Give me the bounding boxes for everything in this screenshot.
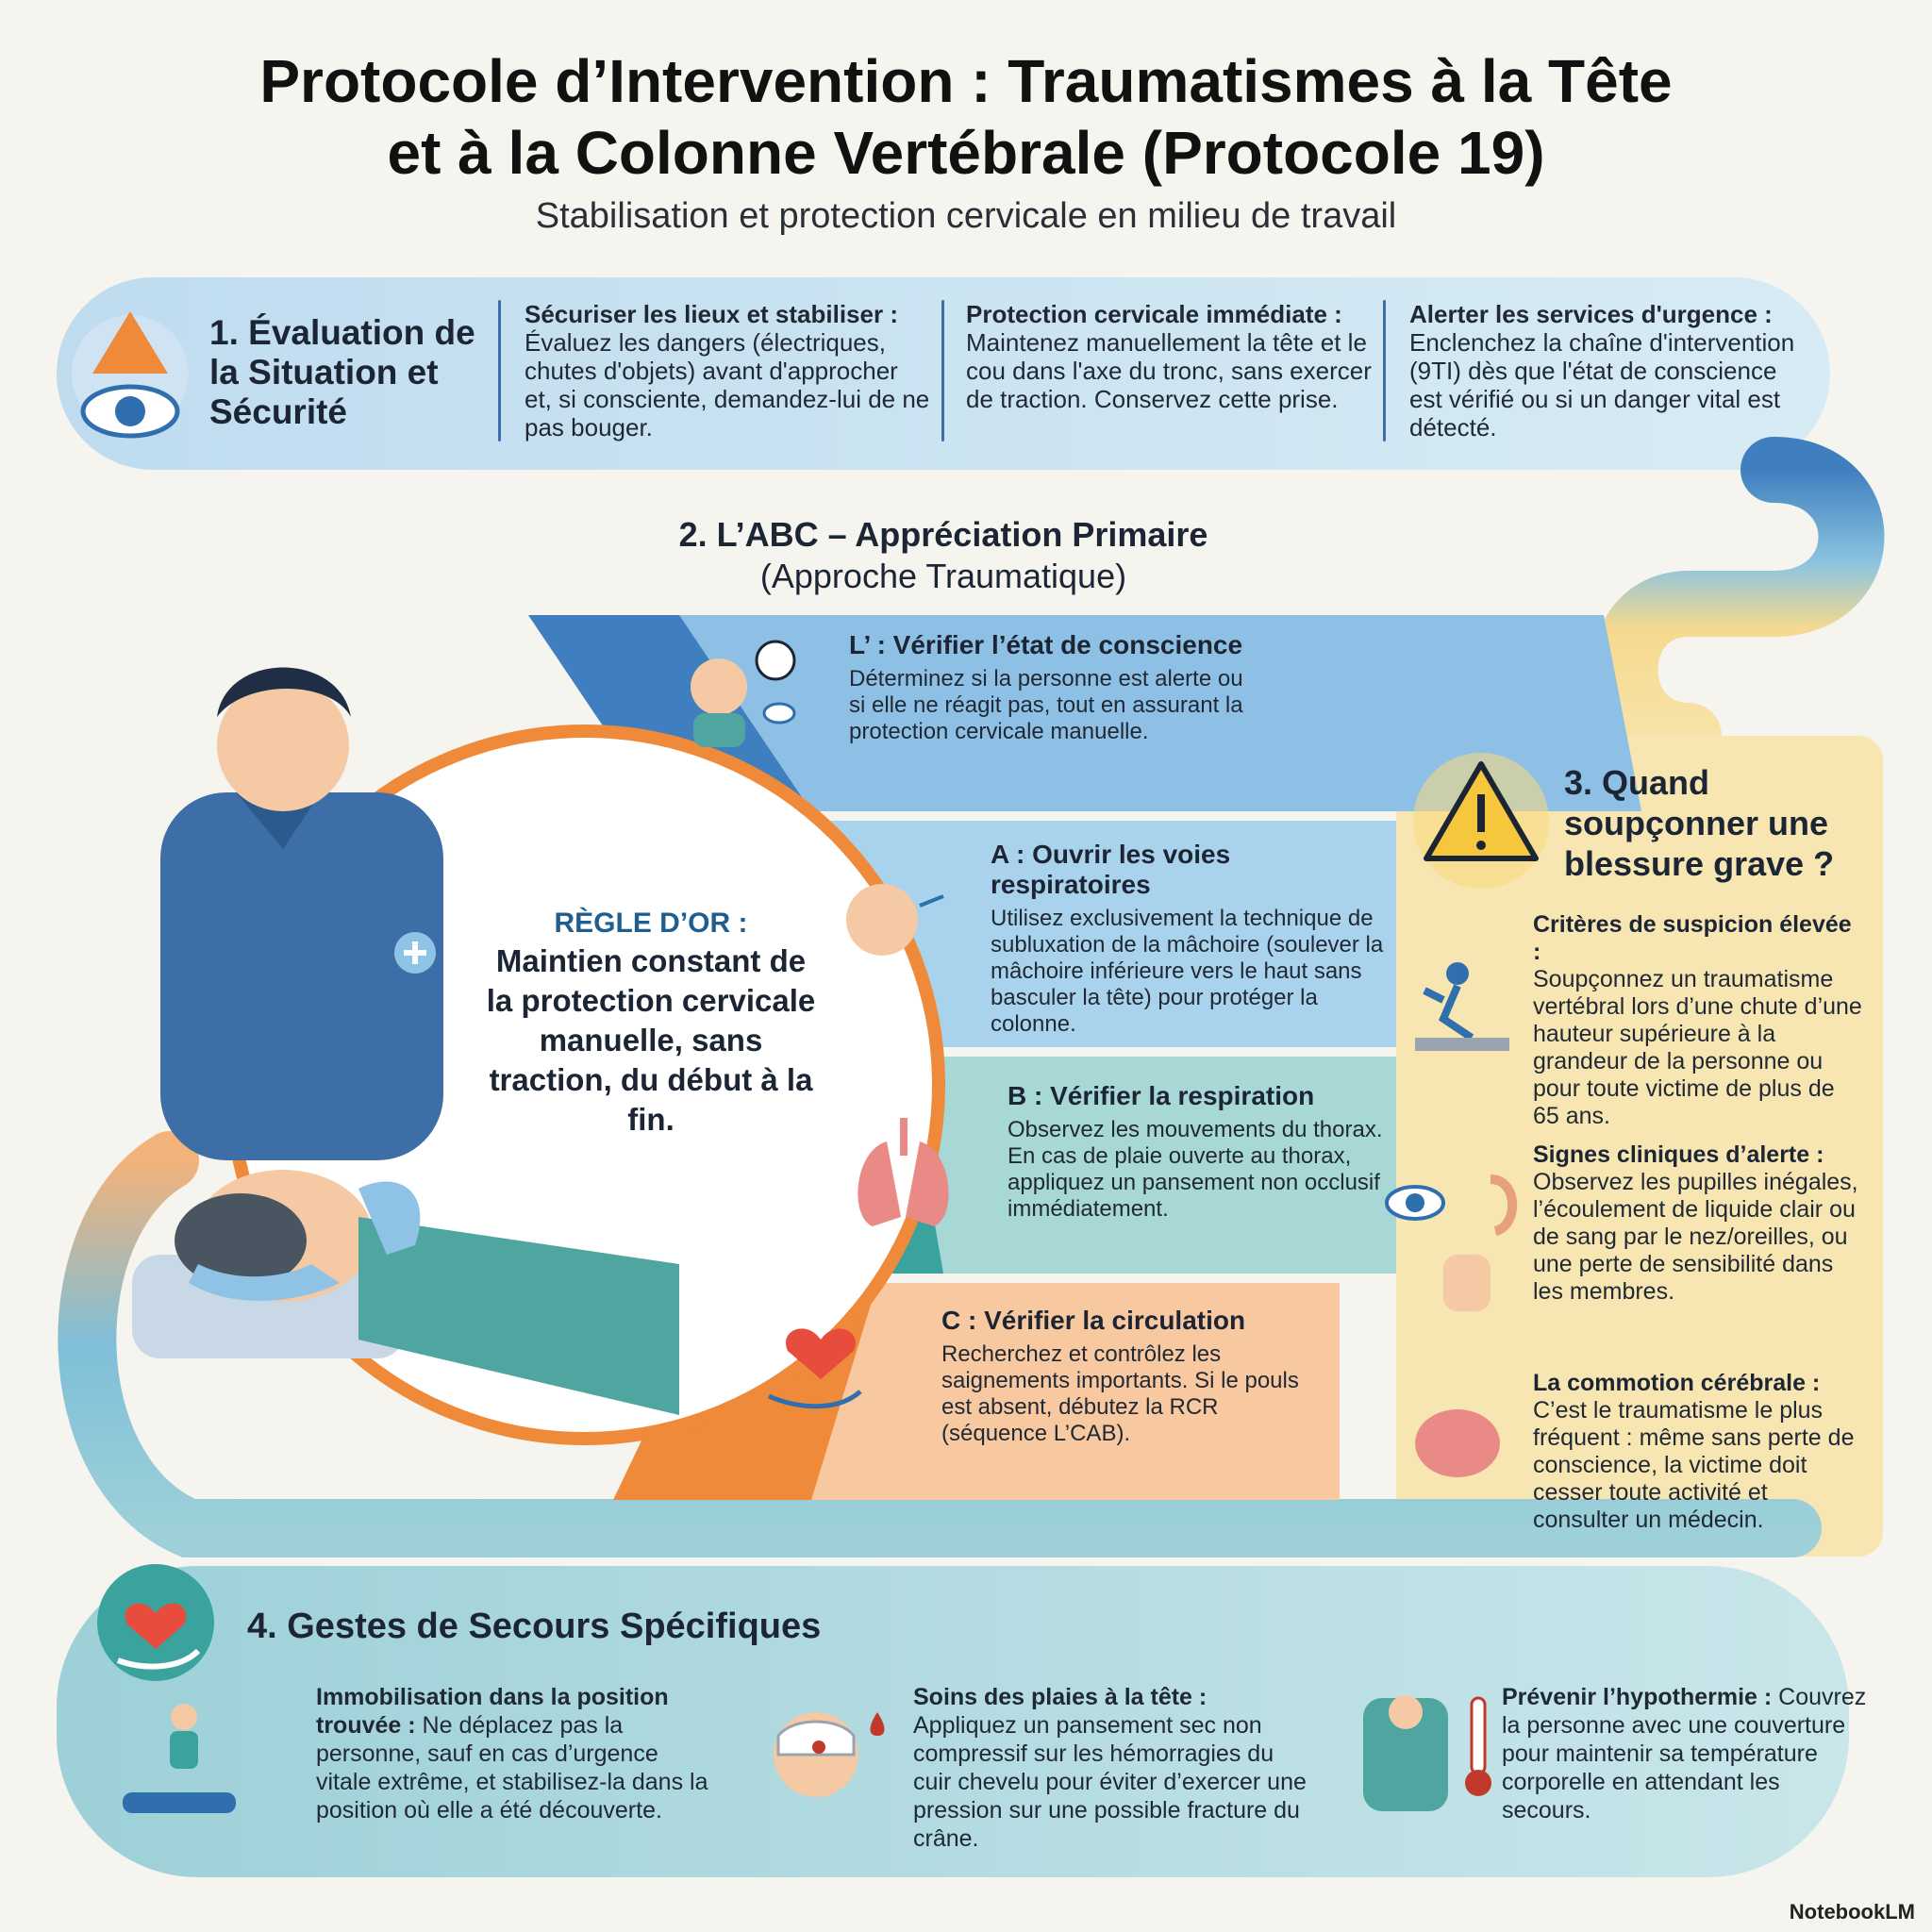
gesture-item-text: Appliquez un pansement sec non compressif sur les hémorragies du cuir chevelu pour éviter d’exercer une pression sur une possible fracture du crâne.	[913, 1712, 1307, 1852]
criteria-item-title: Critères de suspicion élevée :	[1533, 911, 1852, 965]
page-subtitle: Stabilisation et protection cervicale en milieu de travail	[535, 196, 1397, 236]
page-title-line2: et à la Colonne Vertébrale (Protocole 19)	[387, 119, 1545, 187]
brain-icon	[1415, 1409, 1500, 1477]
section1-divider	[498, 300, 501, 441]
abc-step-b-text: Observez les mouvements du thorax. En cas de plaie ouverte au thorax, appliquez un pansement non occlusif immédiatement.	[1008, 1117, 1383, 1222]
section4-title: 4. Gestes de Secours Spécifiques	[247, 1607, 822, 1646]
page-title	[0, 45, 1932, 189]
criteria-item-title: Signes cliniques d’alerte :	[1533, 1141, 1824, 1168]
criteria-item-text: C’est le traumatisme le plus fréquent : même sans perte de conscience, la victime doit cesser toute activité et consulter un médecin.	[1533, 1397, 1855, 1533]
abc-step-a-text: Utilisez exclusivement la technique de subluxation de la mâchoire (soulever la mâchoire inférieure vers le haut sans basculer la tête) pour protéger la colonne.	[991, 906, 1384, 1037]
section1-title: 1. Évaluation de la Situation et Sécurité	[209, 313, 475, 431]
gesture-item	[316, 1683, 712, 1824]
criteria-item	[1533, 1141, 1863, 1306]
section1-column-3	[1409, 300, 1806, 441]
section1-column-1-heading: Sécuriser les lieux et stabiliser :	[525, 300, 898, 328]
section1-column-2-heading: Protection cervicale immédiate :	[966, 300, 1342, 328]
abc-step-c-text: Recherchez et contrôlez les saignements importants. Si le pouls est absent, débutez la RCR (séquence L’CAB).	[941, 1341, 1299, 1446]
warning-icon-large	[1413, 753, 1549, 889]
gesture-item-text: Ne déplacez pas la personne, sauf en cas d’urgence vitale extrême, et stabilisez-la dans la position où elle a été découverte.	[316, 1712, 708, 1824]
golden-rule-text: Maintien constant de la protection cervicale manuelle, sans traction, du début à la fin.	[486, 943, 816, 1137]
criteria-item	[1533, 1370, 1863, 1534]
section1-column-2-text: Maintenez manuellement la tête et le cou dans l'axe du tronc, sans exercer de traction. Conservez cette prise.	[966, 328, 1372, 413]
gesture-item	[1502, 1683, 1870, 1824]
abc-step-l-text: Déterminez si la personne est alerte ou si elle ne réagit pas, tout en assurant la protection cervicale manuelle.	[849, 666, 1243, 744]
heart-hand-icon-circle	[97, 1564, 214, 1681]
section1-divider	[941, 300, 944, 441]
section2-title-main: 2. L’ABC – Appréciation Primaire	[678, 515, 1208, 554]
blanket-thermometer-icon	[1363, 1695, 1491, 1811]
abc-step-a	[991, 840, 1387, 1038]
section3-title: 3. Quand soupçonner une blessure grave ?	[1564, 763, 1835, 883]
page-title-line1: Protocole d’Intervention : Traumatismes à la Tête	[259, 47, 1673, 115]
section1-column-3-text: Enclenchez la chaîne d'intervention (9TI) dès que l'état de conscience est vérifié ou si un danger vital est détecté.	[1409, 328, 1795, 441]
abc-step-l	[849, 630, 1245, 745]
abc-step-c	[941, 1306, 1319, 1447]
abc-step-b-title: B : Vérifier la respiration	[1008, 1081, 1315, 1110]
section1-column-1	[525, 300, 930, 441]
abc-step-l-title: L’ : Vérifier l’état de conscience	[849, 630, 1243, 659]
section1-column-1-text: Évaluez les dangers (électriques, chutes d'objets) avant d'approcher et, si consciente, demandez-lui de ne pas bouger.	[525, 328, 930, 441]
section1-column-2	[966, 300, 1372, 413]
abc-step-b	[1008, 1081, 1385, 1223]
section1-divider	[1383, 300, 1386, 441]
criteria-item-text: Soupçonnez un traumatisme vertébral lors d’une chute d’une hauteur supérieure à la grandeur de la personne ou pour toute victime de plus de 65 ans.	[1533, 966, 1862, 1129]
golden-rule	[481, 906, 821, 1140]
abc-step-a-title: A : Ouvrir les voies respiratoires	[991, 840, 1231, 899]
section2-subtitle: (Approche Traumatique)	[759, 557, 1127, 595]
gesture-item-text: Couvrez la personne avec une couverture pour maintenir sa température corporelle en attendant les secours.	[1502, 1684, 1867, 1824]
gesture-item-title: Immobilisation dans la position trouvée :	[316, 1684, 669, 1739]
gesture-item-title: Soins des plaies à la tête :	[913, 1684, 1208, 1710]
gesture-item-title: Prévenir l’hypothermie :	[1502, 1684, 1773, 1710]
gesture-item	[913, 1683, 1309, 1853]
criteria-item-title: La commotion cérébrale :	[1533, 1370, 1821, 1396]
section2-title	[528, 514, 1358, 597]
golden-rule-label: RÈGLE D’OR :	[554, 908, 748, 939]
section1-column-3-heading: Alerter les services d'urgence :	[1409, 300, 1773, 328]
criteria-item-text: Observez les pupilles inégales, l’écoulement de liquide clair ou de sang par le nez/oreilles, ou une perte de sensibilité dans les membres.	[1533, 1169, 1858, 1305]
abc-step-c-title: C : Vérifier la circulation	[941, 1306, 1246, 1335]
brand-label: NotebookLM	[1789, 1900, 1915, 1924]
criteria-item	[1533, 911, 1863, 1130]
